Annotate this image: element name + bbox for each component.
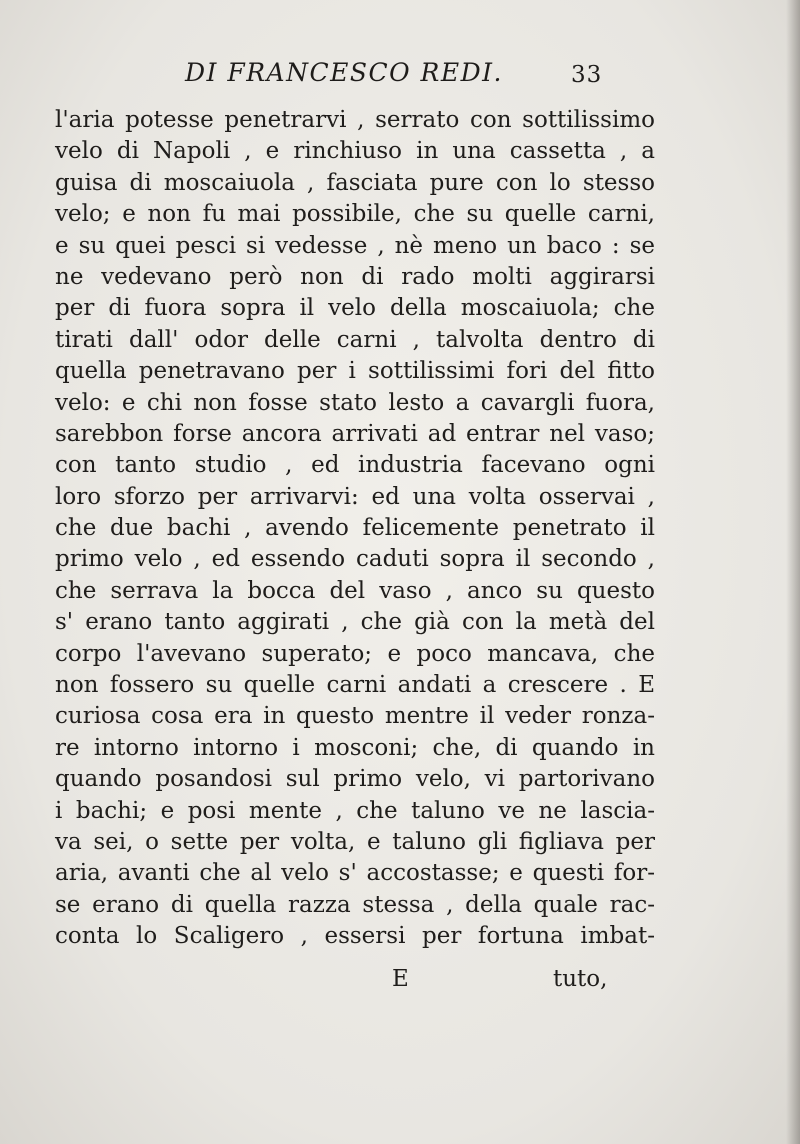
text-line: velo; e non fu mai possibile, che su quelle carni,	[55, 201, 655, 228]
page-number: 33	[571, 62, 603, 88]
text-line: se erano di quella razza stessa , della quale rac-	[55, 891, 655, 918]
text-line: per di fuora sopra il velo della moscaiuola; che	[55, 295, 655, 322]
text-line: sarebbon forse ancora arrivati ad entrar nel vaso;	[55, 420, 655, 447]
page-footer	[0, 966, 800, 1000]
catchword: tuto,	[553, 966, 608, 992]
text-line: quella penetravano per i sottilissimi fori del fitto	[55, 358, 655, 385]
text-line: con tanto studio , ed industria facevano ogni	[55, 452, 655, 479]
text-line: corpo l'avevano superato; e poco mancava, che	[55, 640, 655, 667]
page-header	[0, 58, 800, 98]
text-line: non fossero su quelle carni andati a crescere . E	[55, 672, 655, 699]
text-line: re intorno intorno i mosconi; che, di quando in	[55, 734, 655, 761]
signature-mark: E	[392, 966, 409, 992]
text-line: conta lo Scaligero , essersi per fortuna imbat-	[55, 923, 655, 950]
text-line: i bachi; e posi mente , che taluno ve ne lascia-	[55, 797, 655, 824]
text-line: che serrava la bocca del vaso , anco su questo	[55, 577, 655, 604]
text-line: che due bachi , avendo felicemente penetrato il	[55, 515, 655, 542]
running-head: DI FRANCESCO REDI.	[185, 58, 503, 87]
text-line: l'aria potesse penetrarvi , serrato con sottilissimo	[55, 107, 655, 133]
text-line: e su quei pesci si vedesse , nè meno un baco : se	[55, 232, 655, 259]
text-line: primo velo , ed essendo caduti sopra il secondo ,	[55, 546, 655, 573]
text-line: va sei, o sette per volta, e taluno gli figliava per	[55, 828, 655, 855]
text-line: aria, avanti che al velo s' accostasse; e questi for-	[55, 860, 655, 887]
text-line: velo: e chi non fosse stato lesto a cavargli fuora,	[55, 389, 655, 416]
body-text	[55, 105, 655, 953]
text-line: quando posandosi sul primo velo, vi partorivano	[55, 766, 655, 793]
text-line: loro sforzo per arrivarvi: ed una volta osservai ,	[55, 483, 655, 510]
text-line: ne vedevano però non di rado molti aggirarsi	[55, 263, 655, 290]
text-line: velo di Napoli , e rinchiuso in una cassetta , a	[55, 138, 655, 165]
text-line: guisa di moscaiuola , fasciata pure con lo stesso	[55, 169, 655, 196]
text-line: s' erano tanto aggirati , che già con la metà del	[55, 609, 655, 636]
text-line: tirati dall' odor delle carni , talvolta dentro di	[55, 326, 655, 353]
text-line: curiosa cosa era in questo mentre il veder ronza-	[55, 703, 655, 730]
